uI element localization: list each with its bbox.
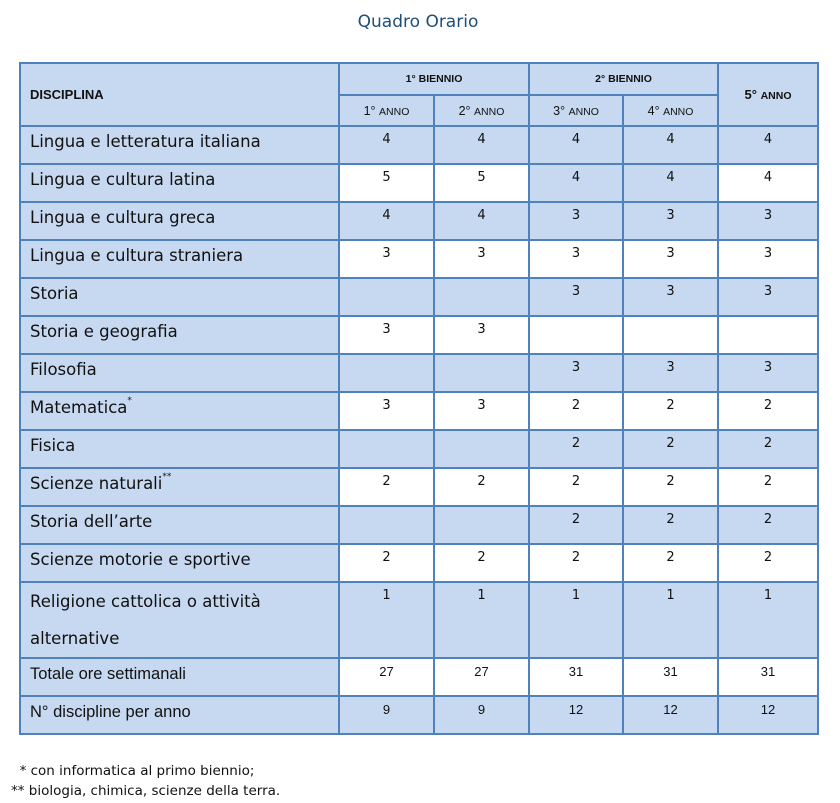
footnote: ** biologia, chimica, scienze della terra. xyxy=(11,783,281,799)
hours-cell: 2 xyxy=(529,544,623,582)
hours-cell: 3 xyxy=(623,202,718,240)
hours-cell: 2 xyxy=(529,506,623,544)
hours-cell xyxy=(339,506,434,544)
table-row xyxy=(20,582,818,658)
header-year-5: 5° ANNO xyxy=(718,63,818,126)
subject-label: Lingua e letteratura italiana xyxy=(30,132,261,151)
hours-cell: 2 xyxy=(529,392,623,430)
subject-label: Storia xyxy=(30,284,79,303)
table-row xyxy=(20,164,818,202)
header-year-2: 2° ANNO xyxy=(434,95,529,126)
hours-cell: 3 xyxy=(718,278,818,316)
table-row xyxy=(20,278,818,316)
subject-cell xyxy=(20,164,339,202)
hours-cell: 3 xyxy=(434,316,529,354)
totals-cell: 31 xyxy=(529,658,623,696)
table-row xyxy=(20,354,818,392)
hours-cell: 3 xyxy=(339,240,434,278)
hours-cell: 3 xyxy=(623,354,718,392)
table-row xyxy=(20,202,818,240)
hours-cell: 3 xyxy=(623,278,718,316)
hours-cell: 1 xyxy=(434,582,529,658)
table-row xyxy=(20,544,818,582)
hours-cell: 2 xyxy=(718,392,818,430)
hours-cell: 3 xyxy=(434,240,529,278)
table-row xyxy=(20,506,818,544)
header-year-4: 4° ANNO xyxy=(623,95,718,126)
hours-cell: 3 xyxy=(434,392,529,430)
totals-row xyxy=(20,658,818,696)
subject-cell xyxy=(20,240,339,278)
hours-cell: 3 xyxy=(623,240,718,278)
subject-label: Filosofia xyxy=(30,360,97,379)
subject-label: Scienze motorie e sportive xyxy=(30,550,251,569)
hours-cell: 3 xyxy=(718,354,818,392)
hours-cell: 4 xyxy=(529,164,623,202)
hours-cell: 2 xyxy=(529,430,623,468)
hours-cell: 2 xyxy=(718,468,818,506)
header-year-3: 3° ANNO xyxy=(529,95,623,126)
subject-cell xyxy=(20,392,339,430)
header-group-2: 2° BIENNIO xyxy=(529,63,718,95)
subject-cell xyxy=(20,430,339,468)
hours-cell: 3 xyxy=(339,392,434,430)
totals-cell: 31 xyxy=(718,658,818,696)
hours-cell: 4 xyxy=(718,126,818,164)
totals-cell: 9 xyxy=(434,696,529,734)
hours-cell: 5 xyxy=(434,164,529,202)
footnote: * con informatica al primo biennio; xyxy=(11,763,255,779)
subject-cell xyxy=(20,582,339,658)
subject-cell xyxy=(20,468,339,506)
hours-cell: 2 xyxy=(339,544,434,582)
table-row xyxy=(20,126,818,164)
hours-cell: 4 xyxy=(434,126,529,164)
subject-label: Matematica xyxy=(30,398,128,417)
subject-cell xyxy=(20,202,339,240)
hours-cell: 4 xyxy=(718,164,818,202)
totals-cell: 31 xyxy=(623,658,718,696)
hours-cell: 4 xyxy=(339,202,434,240)
totals-cell: 27 xyxy=(434,658,529,696)
hours-cell: 3 xyxy=(529,278,623,316)
hours-cell: 2 xyxy=(623,544,718,582)
subject-label: Storia e geografia xyxy=(30,322,178,341)
subject-label: Scienze naturali xyxy=(30,474,163,493)
hours-cell: 4 xyxy=(339,126,434,164)
hours-cell: 4 xyxy=(529,126,623,164)
hours-cell: 2 xyxy=(434,468,529,506)
subject-cell xyxy=(20,126,339,164)
schedule-body xyxy=(20,126,818,734)
hours-cell: 1 xyxy=(529,582,623,658)
hours-cell xyxy=(434,278,529,316)
table-row xyxy=(20,468,818,506)
totals-cell: 9 xyxy=(339,696,434,734)
hours-cell: 2 xyxy=(434,544,529,582)
hours-cell: 4 xyxy=(623,126,718,164)
page-title: Quadro Orario xyxy=(357,12,479,32)
subject-label: Lingua e cultura straniera xyxy=(30,246,244,265)
table-row xyxy=(20,430,818,468)
totals-cell: 12 xyxy=(718,696,818,734)
hours-cell xyxy=(434,506,529,544)
hours-cell: 2 xyxy=(623,392,718,430)
subject-label: Fisica xyxy=(30,436,76,455)
header-disciplina: DISCIPLINA xyxy=(20,63,339,126)
subject-label: Lingua e cultura latina xyxy=(30,170,216,189)
hours-cell: 1 xyxy=(623,582,718,658)
hours-cell xyxy=(623,316,718,354)
hours-cell: 5 xyxy=(339,164,434,202)
hours-cell: 2 xyxy=(623,506,718,544)
subject-cell xyxy=(20,354,339,392)
subject-cell xyxy=(20,506,339,544)
hours-cell xyxy=(434,430,529,468)
totals-cell: 12 xyxy=(529,696,623,734)
totals-cell: 27 xyxy=(339,658,434,696)
hours-cell: 1 xyxy=(718,582,818,658)
hours-cell: 3 xyxy=(529,354,623,392)
hours-cell: 1 xyxy=(339,582,434,658)
hours-cell: 3 xyxy=(529,240,623,278)
hours-cell: 2 xyxy=(623,468,718,506)
subject-label: Religione cattolica o attività alternative xyxy=(30,592,261,648)
table-row xyxy=(20,392,818,430)
hours-cell xyxy=(718,316,818,354)
hours-cell: 4 xyxy=(434,202,529,240)
subject-label: Lingua e cultura greca xyxy=(30,208,216,227)
hours-cell: 3 xyxy=(718,240,818,278)
hours-cell: 3 xyxy=(529,202,623,240)
hours-cell xyxy=(339,354,434,392)
table-row xyxy=(20,240,818,278)
subject-label: Storia dell’arte xyxy=(30,512,153,531)
totals-label: Totale ore settimanali xyxy=(20,658,339,696)
hours-cell: 2 xyxy=(623,430,718,468)
hours-cell xyxy=(339,430,434,468)
hours-cell: 3 xyxy=(718,202,818,240)
totals-label: N° discipline per anno xyxy=(20,696,339,734)
subject-cell xyxy=(20,278,339,316)
hours-cell: 4 xyxy=(623,164,718,202)
hours-cell xyxy=(434,354,529,392)
hours-cell: 3 xyxy=(339,316,434,354)
header-year-1: 1° ANNO xyxy=(339,95,434,126)
hours-cell: 2 xyxy=(718,430,818,468)
hours-cell: 2 xyxy=(718,506,818,544)
schedule-table xyxy=(19,62,819,735)
footnote-marker: * xyxy=(127,396,132,406)
header-group-1: 1° BIENNIO xyxy=(339,63,529,95)
hours-cell xyxy=(529,316,623,354)
totals-row xyxy=(20,696,818,734)
subject-cell xyxy=(20,544,339,582)
hours-cell: 2 xyxy=(718,544,818,582)
hours-cell: 2 xyxy=(339,468,434,506)
totals-cell: 12 xyxy=(623,696,718,734)
hours-cell xyxy=(339,278,434,316)
table-row xyxy=(20,316,818,354)
footnote-marker: ** xyxy=(162,472,172,482)
hours-cell: 2 xyxy=(529,468,623,506)
subject-cell xyxy=(20,316,339,354)
footnotes xyxy=(11,761,280,801)
